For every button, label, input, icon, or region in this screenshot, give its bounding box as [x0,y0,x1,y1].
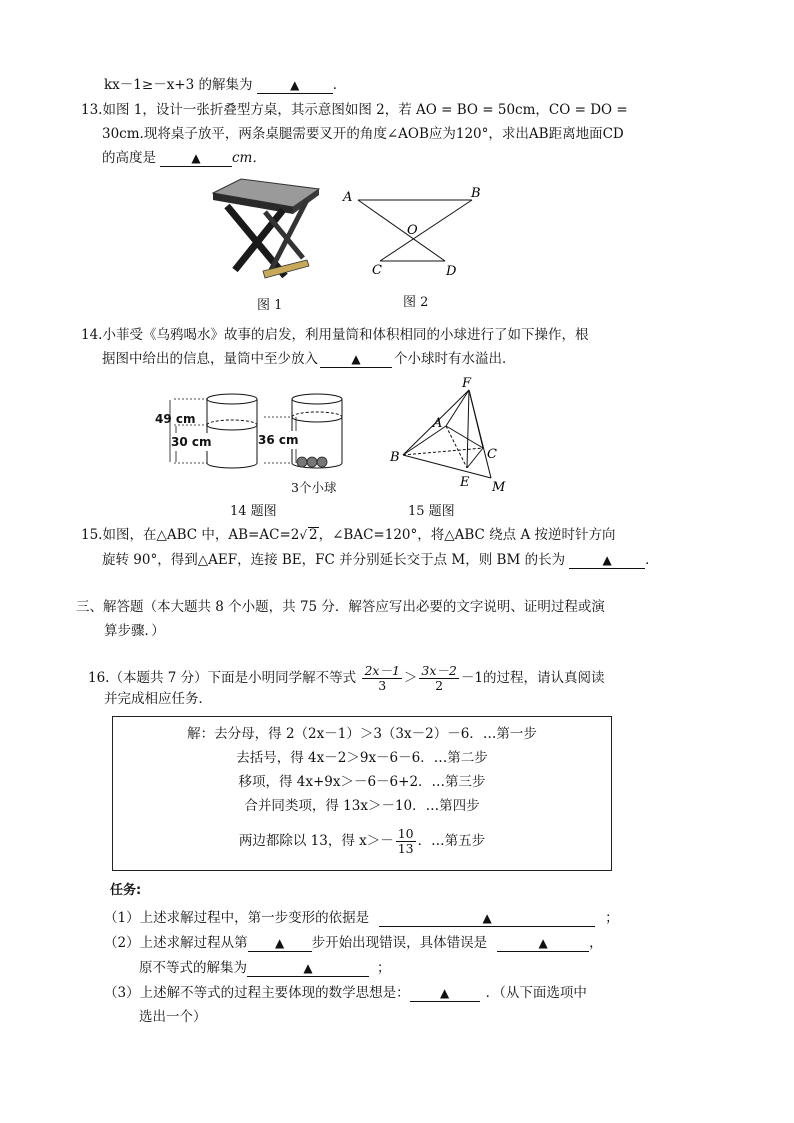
task2b-pre: 原不等式的解集为 [139,960,247,976]
q16-intro-pre: 16.（本题共 7 分）下面是小明同学解不等式 [88,670,357,686]
fig15-label-c: C [487,447,497,462]
q15-line1-post: ，∠BAC=120°，将△ABC 绕点 A 按逆时针方向 [318,527,616,543]
fig2-label-c: C [372,263,382,278]
task1-pre: （1）上述求解过程中，第一步变形的依据是 [104,910,370,926]
task3-line2: 选出一个） [139,1009,207,1025]
task2b-solution-blank[interactable]: ▲ [247,961,369,977]
task2-error-blank[interactable]: ▲ [497,936,589,952]
balls-caption: 3个小球 [291,480,337,495]
q13-line2: 30cm.现将桌子放平，两条桌腿需要叉开的角度∠AOB应为120°，求出AB距离地面CD [102,126,624,142]
label-49cm: 49 cm [155,412,196,426]
q13-line3 [102,149,266,167]
fig2-caption: 图 2 [403,295,429,310]
fig2-diagram [340,182,490,282]
q14-answer-blank[interactable]: ▲ [320,352,392,368]
fig15-label-f: F [462,376,472,391]
q15-answer-blank[interactable]: ▲ [569,553,645,569]
step5-post: ．…第五步 [417,833,486,849]
task3-line [104,984,587,1002]
task2-mid: 步开始出现错误，具体错误是 [311,935,488,951]
q15-line2-pre: 旋转 90°，得到△AEF，连接 BE，FC 并分别延长交于点 M，则 BM 的长为 [102,552,566,568]
task3-answer-blank[interactable]: ▲ [410,986,480,1002]
q16-intro-post: －1的过程，请认真阅读 [460,670,605,686]
label-36cm: 36 cm [258,433,299,447]
q13-line3-pre: 的高度是 [102,150,156,166]
task2-pre: （2）上述求解过程从第 [104,935,248,951]
fig15-diagram [385,374,510,494]
fig14-caption: 14 题图 [230,504,277,519]
section3-heading-line2: 算步骤．） [104,623,165,639]
task2-step-blank[interactable]: ▲ [248,936,312,952]
q15-line2-post: ． [645,552,659,568]
task2b-line: 原不等式的解集为 ▲ ； [139,960,391,976]
task1-line: （1）上述求解过程中，第一步变形的依据是 ▲ ； [104,910,619,926]
fig15-label-b: B [390,450,400,465]
fig2-label-d: D [446,264,457,279]
solution-step-3: 移项，得 4x+9x＞－6－6+2．…第三步 [238,774,486,790]
task3-pre: （3）上述解不等式的过程主要体现的数学思想是： [104,985,410,1001]
q14-line2-post: 个小球时有水溢出． [394,351,516,367]
task-title: 任务: [110,883,142,898]
solution-step-5 [113,827,611,856]
solution-step-1: 解：去分母，得 2（2x－1）＞3（3x－2）－6．…第一步 [187,726,537,742]
folding-table-figure [205,176,321,288]
q16-frac-left: $\frac{2x-1}{3}$ [364,663,400,693]
fig1-caption: 图 1 [257,298,283,313]
q13-line3-post: cm． [232,150,266,166]
q16-intro-line2: 并完成相应任务． [104,691,212,707]
q14-line2-pre: 据图中给出的信息，量筒中至少放入 [102,351,318,367]
task2-line: （2）上述求解过程从第 ▲ 步开始出现错误，具体错误是 ▲ ， [104,935,603,951]
fig2-label-o: O [407,223,418,238]
q14-line1: 14.小菲受《乌鸦喝水》故事的启发，利用量筒和体积相同的小球进行了如下操作，根 [81,327,589,343]
solution-box [112,716,612,871]
q16-intro-line1: 16.（本题共 7 分）下面是小明同学解不等式 $\frac{2x-1}{3}$ ＞ $\frac{3x-2}{2}$ －1的过程，请认真阅读 [88,663,605,693]
solution-step-2: 去括号，得 4x－2＞9x－6－6．…第二步 [236,750,488,766]
label-30cm: 30 cm [171,435,212,449]
fig2-label-b: B [471,186,481,201]
q14-line2 [102,350,516,368]
q12-answer-blank[interactable]: ▲ [257,78,333,94]
task1-answer-blank[interactable]: ▲ [379,911,595,927]
q13-answer-blank[interactable]: ▲ [160,151,232,167]
section3-heading-line1: 三、解答题（本大题共 8 个小题，共 75 分．解答应写出必要的文字说明、证明过程或演 [76,599,605,615]
q15-line2 [102,551,659,569]
fig2-label-a: A [343,190,353,205]
solution-step-4: 合并同类项，得 13x＞－10．…第四步 [244,798,480,814]
step5-frac: $\frac{10}{13}$ [397,826,414,856]
fig15-label-e: E [460,475,470,490]
q13-line1: 13.如图 1，设计一张折叠型方桌，其示意图如图 2，若 AO = BO = 50cm，CO = DO = [81,102,628,118]
fig15-label-a: A [433,416,443,431]
step5-pre: 两边都除以 13，得 x＞－ [238,833,394,849]
q12-tail-line: kx－1≥－x+3 的解集为 ▲ ． [104,77,347,93]
q12-tail-text: kx－1≥－x+3 的解集为 [104,77,253,93]
q15-sqrt: 2 [309,527,318,543]
q15-line1: 15.如图，在△ABC 中，AB=AC=2√ 2，∠BAC=120°，将△ABC 绕点 A 按逆时针方向 [81,527,616,543]
fig15-label-m: M [492,480,506,494]
fig15-caption: 15 题图 [408,504,455,519]
task3-post: ．（从下面选项中 [485,985,587,1001]
q16-frac-right: $\frac{3x-2}{2}$ [421,663,457,693]
q15-line1-pre: 15.如图，在△ABC 中，AB=AC=2 [81,527,300,543]
